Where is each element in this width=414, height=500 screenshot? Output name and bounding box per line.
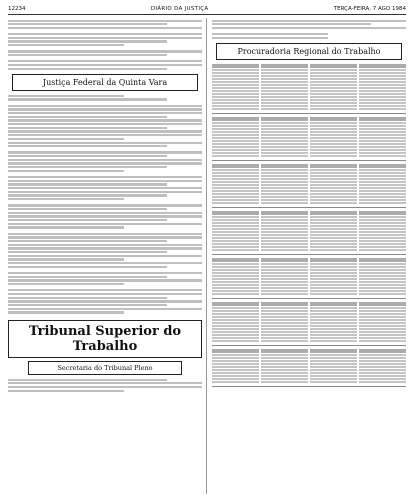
page-number: 12234	[8, 6, 26, 12]
table-header	[212, 302, 406, 306]
table-row	[212, 228, 406, 230]
table-row	[212, 222, 406, 224]
table-row	[212, 275, 406, 277]
table-row	[212, 281, 406, 283]
text-block	[8, 272, 202, 285]
table-row	[212, 307, 406, 309]
table-row	[212, 202, 406, 204]
table-row	[212, 69, 406, 71]
text-block	[8, 50, 202, 56]
text-block	[8, 60, 202, 70]
table-row	[212, 240, 406, 242]
table-row	[212, 187, 406, 189]
table-row	[212, 178, 406, 180]
table-row	[212, 369, 406, 371]
table-row	[212, 99, 406, 101]
table-row	[212, 181, 406, 183]
table-row	[212, 140, 406, 142]
table-row	[212, 319, 406, 321]
table-row	[212, 87, 406, 89]
table-row	[212, 78, 406, 80]
text-block	[8, 33, 202, 46]
table-row	[212, 278, 406, 280]
section-title-prt: Procuradoria Regional do Trabalho	[216, 43, 402, 60]
text-block	[8, 379, 202, 392]
table-row	[212, 272, 406, 274]
table-row	[212, 84, 406, 86]
text-block	[8, 20, 202, 30]
text-block	[8, 95, 202, 101]
table-row	[212, 313, 406, 315]
table-row	[212, 146, 406, 148]
section-subtitle-tst: Secretaria do Tribunal Pleno	[28, 361, 182, 375]
section-title-tst: Tribunal Superior do Trabalho	[8, 320, 202, 358]
table-row	[212, 90, 406, 92]
table-row	[212, 354, 406, 356]
table-row	[212, 108, 406, 110]
table-row	[212, 184, 406, 186]
table-header	[212, 64, 406, 68]
issue-date: TERÇA-FEIRA, 7 AGO 1984	[333, 6, 406, 12]
table-header	[212, 117, 406, 121]
table-row	[212, 263, 406, 265]
text-block	[8, 151, 202, 172]
table-row	[212, 196, 406, 198]
divider	[212, 386, 406, 387]
table-row	[212, 363, 406, 365]
divider	[212, 160, 406, 161]
table-row	[212, 152, 406, 154]
table-row	[212, 143, 406, 145]
table-row	[212, 137, 406, 139]
text-block	[8, 233, 202, 268]
divider	[212, 345, 406, 346]
table-row	[212, 134, 406, 136]
table	[212, 64, 406, 387]
table-row	[212, 372, 406, 374]
table-row	[212, 102, 406, 104]
text-block	[212, 20, 406, 30]
table-row	[212, 246, 406, 248]
divider	[212, 113, 406, 114]
section-title-jf: Justiça Federal da Quinta Vara	[12, 74, 198, 91]
table-row	[212, 340, 406, 342]
table-row	[212, 378, 406, 380]
page-header	[8, 4, 406, 15]
table-row	[212, 199, 406, 201]
table-header	[212, 164, 406, 168]
table-header	[212, 258, 406, 262]
table-row	[212, 75, 406, 77]
table-row	[212, 337, 406, 339]
table-row	[212, 375, 406, 377]
table-row	[212, 125, 406, 127]
divider	[212, 298, 406, 299]
table-row	[212, 155, 406, 157]
table-header	[212, 349, 406, 353]
column-divider	[206, 18, 207, 494]
table-row	[212, 310, 406, 312]
table-row	[212, 81, 406, 83]
table-row	[212, 284, 406, 286]
table-row	[212, 175, 406, 177]
table-row	[212, 122, 406, 124]
divider	[212, 254, 406, 255]
table-row	[212, 93, 406, 95]
table-row	[212, 287, 406, 289]
table-row	[212, 128, 406, 130]
table-row	[212, 325, 406, 327]
text-block	[8, 105, 202, 148]
table-row	[212, 249, 406, 251]
table-row	[212, 334, 406, 336]
table-row	[212, 331, 406, 333]
table-row	[212, 322, 406, 324]
right-column	[212, 18, 406, 494]
table-row	[212, 328, 406, 330]
table-row	[212, 190, 406, 192]
table-row	[212, 316, 406, 318]
text-block	[8, 204, 202, 228]
table-row	[212, 269, 406, 271]
table-row	[212, 381, 406, 383]
table-row	[212, 293, 406, 295]
table-row	[212, 360, 406, 362]
table-row	[212, 131, 406, 133]
journal-title: DIÁRIO DA JUSTIÇA	[150, 6, 209, 12]
table-row	[212, 216, 406, 218]
table-row	[212, 149, 406, 151]
table-row	[212, 72, 406, 74]
table-row	[212, 234, 406, 236]
text-block	[212, 33, 406, 39]
table-row	[212, 266, 406, 268]
table-row	[212, 219, 406, 221]
table-row	[212, 357, 406, 359]
table-row	[212, 225, 406, 227]
left-column	[8, 18, 202, 494]
table-row	[212, 96, 406, 98]
table-row	[212, 243, 406, 245]
table-row	[212, 193, 406, 195]
table-row	[212, 366, 406, 368]
table-row	[212, 105, 406, 107]
table-row	[212, 290, 406, 292]
text-block	[8, 289, 202, 313]
divider	[212, 207, 406, 208]
table-row	[212, 172, 406, 174]
table-row	[212, 169, 406, 171]
table-row	[212, 237, 406, 239]
table-row	[212, 231, 406, 233]
text-block	[8, 176, 202, 200]
table-header	[212, 211, 406, 215]
